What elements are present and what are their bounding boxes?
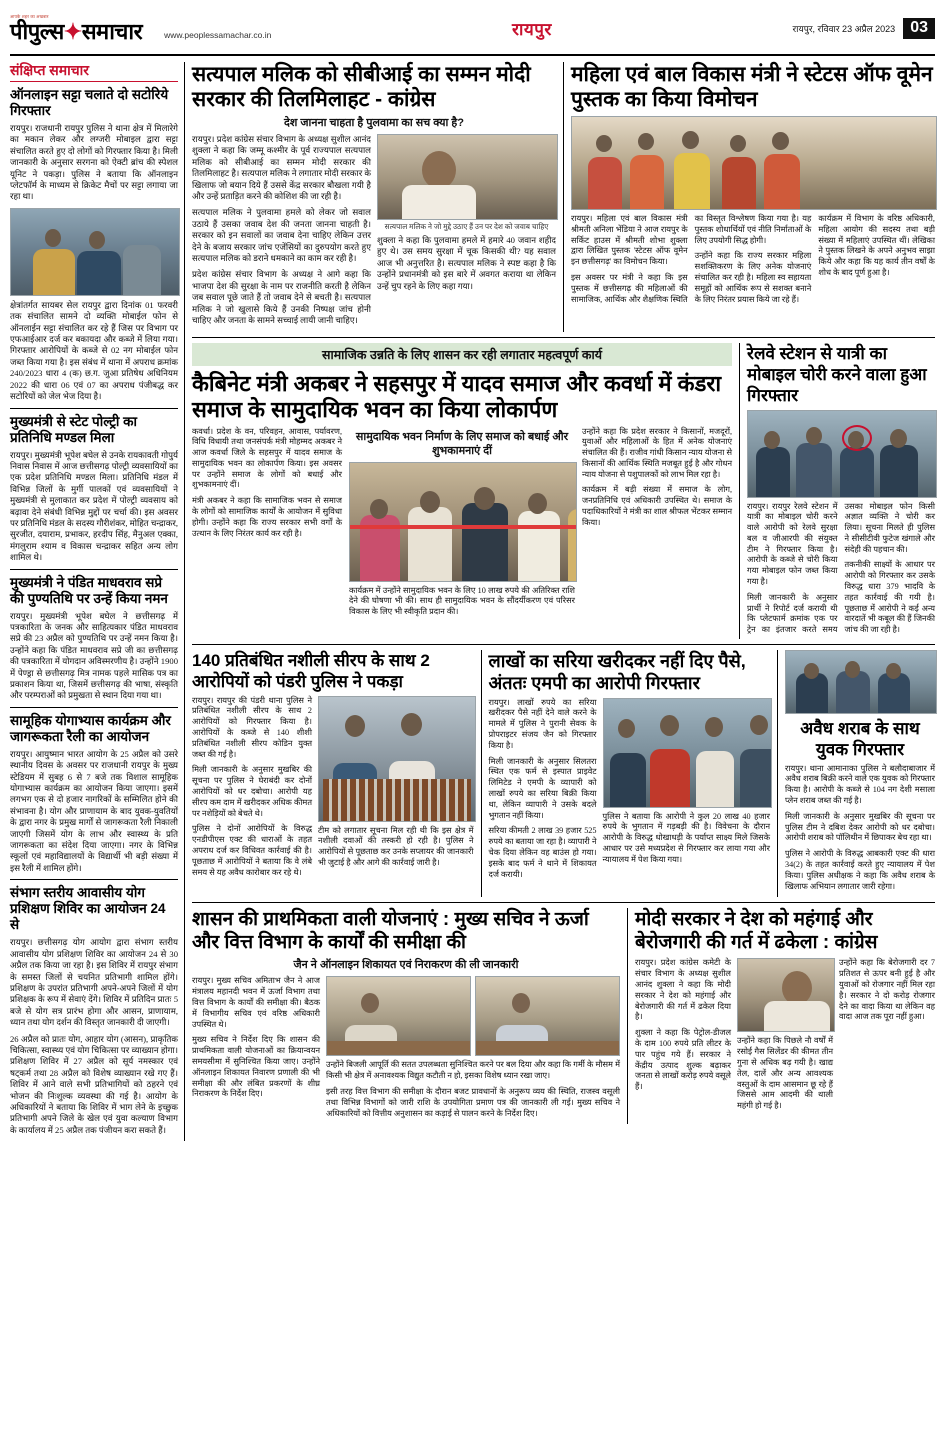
divider-top <box>192 337 935 338</box>
para-modi-3: शुक्ला ने कहा कि पेट्रोल-डीजल के दाम 100 रुपये प्रति लीटर के पार पहुंच गये हैं। सरकार ने केंद्रीय उत्पाद शुल्क बढ़ाकर जनता से लाखों करोड़ रुपये वसूले हैं। <box>635 1028 731 1092</box>
publication-logo[interactable] <box>10 14 142 43</box>
brief-item-body-3: रायपुर। मुख्यमंत्री भूपेश बघेल ने छत्तीसगढ़ में पत्रकारिता के जनक और साहित्यकार पंडित माधवराव सप्रे की 23 अप्रैल को पुण्यतिथि पर उन्हें नमन किया है। उन्होंने कहा कि पंडित माधवराव सप्रे जी का छत्तीसगढ़ की पत्रकारिता में योगदान अविस्मरणीय है। उन्होंने 1900 में पेण्ड्रा से छत्तीसगढ़ मित्र नामक पहले मासिक पत्र का प्रकाशन किया था, जिसमें छत्तीसगढ़ की भाषा, संस्कृति और परम्पराओं को प्रमुखता से स्थान दिया गया था। <box>10 610 178 701</box>
story-satyapal-malik <box>192 62 564 332</box>
para-shasan-4: इसी तरह वित्त विभाग की समीक्षा के दौरान बजट प्रावधानों के अनुरूप व्यय की स्थिति, राजस्व वसूली तथा विभिन्न विभागों को जारी राशि के उपयोगिता प्रमाण पत्र की जानकारी ली गई। मुख्य सचिव ने अधिकारियों को वित्तीय अनुशासन का कड़ाई से पालन करने के निर्देश दिए। <box>326 1086 620 1118</box>
para-railway-2: मिली जानकारी के अनुसार प्रार्थी ने रिपोर्ट दर्ज करायी थी कि प्लेटफार्म क्रमांक एक पर ट्रेन का इंतजार करते समय उसका मोबाइल फोन किसी अज्ञात व्यक्ति ने चोरी कर लिया। सूचना मिलते ही पुलिस ने सीसीटीवी फुटेज खंगाले और संदेही की पहचान की। <box>747 501 935 635</box>
brief-item-body-1: रायपुर। राजधानी रायपुर पुलिस ने थाना क्षेत्र में मिलारेगे का मकान लेकर और लग्जरी मोबाइल द्वारा सट्टा संचालित करते हुए दो लोगों को गिरफ्तार किया है। मिली जानकारी के अनुसार सरगना को ऐक्टी ब्रांच की स्पेशल यूनिट ने पकड़ा। पुलिस ने बताया कि ऑनलाइन प्लेटफॉर्म के माध्यम से क्रिकेट मैचों पर सट्टा लगाया जा रहा था। <box>10 123 178 202</box>
story-railway-mobile-theft <box>740 343 935 639</box>
para-mahila-1: रायपुर। महिला एवं बाल विकास मंत्री श्रीमती अनिला भेंडिया ने आज रायपुर के सर्किट हाउस में श्रीमती शोभा शुक्ला द्वारा लिखित पुस्तक 'स्टेटस ऑफ वूमेन इन छत्तीसगढ़' का विमोचन किया। <box>571 214 688 267</box>
para-mahila-3: उन्होंने कहा कि राज्य सरकार महिला सशक्तिकरण के लिए अनेक योजनाएं संचालित कर रही है। महिला स्व सहायता समूहों को आर्थिक रूप से सशक्त बनाने के लिए निरंतर प्रयास किये जा रहे हैं। <box>694 251 812 304</box>
subhead-shasan: जैन ने ऑनलाइन शिकायत एवं निराकरण की ली जानकारी <box>293 959 519 972</box>
masthead-tagline: आपके शहर का अखबार <box>10 13 49 19</box>
para-sariya-2: मिली जानकारी के अनुसार सिलतरा स्थित एक फर्म से इस्पात प्राइवेट लिमिटेड ने एमपी के व्यापारी को लाखों रुपये का सरिया बिक्री किया था, लेकिन व्यापारी ने उसके बदले भुगतान नहीं किया। <box>488 756 597 820</box>
photo-ribbon-cutting <box>349 462 577 582</box>
para-cabinet-5: कार्यक्रम में बड़ी संख्या में समाज के लोग, जनप्रतिनिधि एवं अधिकारी उपस्थित थे। समाज के पदाधिकारियों ने मंत्री का शाल श्रीफल भेंटकर सम्मान किया। <box>582 485 732 527</box>
story-cabinet-minister <box>192 343 740 639</box>
headline-shasan[interactable]: शासन की प्राथमिकता वाली योजनाएं : मुख्य सचिव ने ऊर्जा और वित्त विभाग के कार्यों की समीक्षा की <box>192 909 589 954</box>
divider-second <box>192 644 935 645</box>
headline-sharab[interactable]: अवैध शराब के साथ युवक गिरफ्तार <box>800 718 920 759</box>
section-title-brief-news: संक्षिप्त समाचार <box>10 62 178 82</box>
para-cabinet-2: मंत्री अकबर ने कहा कि सामाजिक भवन से समाज के लोगों को सामाजिक कार्यों के आयोजन में सुविधा होगी। उन्होंने कहा कि राज्य सरकार सभी वर्गों के उत्थान के लिए निरंतर कार्य कर रही है। <box>192 496 342 538</box>
photo-meeting-1 <box>326 976 471 1056</box>
divider <box>10 879 178 880</box>
para-railway-3: तकनीकी साक्ष्यों के आधार पर आरोपी को गिरफ्तार कर उसके विरुद्ध धारा 379 भादवि के तहत कार्रवाई की गयी है। पूछताछ में आरोपी ने कई अन्य वारदातें भी कबूल की हैं जिनकी जांच की जा रही है। <box>844 560 935 635</box>
para-shasan-2: मुख्य सचिव ने निर्देश दिए कि शासन की प्राथमिकता वाली योजनाओं का क्रियान्वयन समयसीमा में सुनिश्चित किया जाए। उन्होंने ऑनलाइन शिकायत निवारण प्रणाली की भी समीक्षा की और लंबित प्रकरणों के शीघ्र निराकरण के निर्देश दिए। <box>192 1035 320 1099</box>
para-sariya-4: पुलिस ने बताया कि आरोपी ने कुल 20 लाख 40 हजार रुपये के भुगतान में गड़बड़ी की है। विवेचना के दौरान आरोपी के विरुद्ध धोखाधड़ी के पर्याप्त साक्ष्य मिले जिसके आधार पर उसे मध्यप्रदेश से गिरफ्तार कर लाया गया और न्यायालय में पेश किया गया। <box>602 811 770 864</box>
kicker-cabinet: सामाजिक उन्नति के लिए शासन कर रही लगातार महत्वपूर्ण कार्य <box>192 343 732 366</box>
headline-mahila[interactable]: महिला एवं बाल विकास मंत्री ने स्टेटस ऑफ वूमेन पुस्तक का किया विमोचन <box>571 63 933 111</box>
masthead-left <box>10 14 271 43</box>
headline-nashili[interactable]: 140 प्रतिबंधित नशीली सीरप के साथ 2 आरोपियों को पंडरी पुलिस ने पकड़ा <box>192 650 430 691</box>
para-sharab-1: रायपुर। थाना आमानाका पुलिस ने बलौदाबाजार में अवैध शराब बिक्री करने वाले एक युवक को गिरफ्तार किया है। आरोपी के कब्जे से 104 नग देशी मसाला प्लेन शराब जब्त की गई है। <box>785 763 935 805</box>
brief-item-headline-4[interactable]: सामूहिक योगाभ्यास कार्यक्रम और जागरूकता रैली का आयोजन <box>10 712 171 744</box>
story-avaidh-sharab <box>778 650 935 898</box>
brief-item-body-1b: क्षेत्रांतर्गत सायबर सेल रायपुर द्वारा दिनांक 01 फरवरी तक संचालित सामने दो व्यक्ति मोबाईल फोन से ऑनलाईन सट्टा संचालित कर रहे हैं जिस पर विभाग पर एफआईआर दर्ज कर बकायदा और कब्जे में लिया गया। गिरफ्तार आरोपियों के कब्जे से 02 नग मोबाईल फोन जब्त किया गया है। इस संबंध में थाना में अपराध क्रमांक 240/2023 धारा 4 (क) छ.ग. जुआ प्रतिषेध अधिनियम 2022 की धारा 06 एवं 07 का अपराध पंजीबद्ध कर सटोरियों को जेल भेज दिया है। <box>10 299 178 402</box>
para-modi-1: रायपुर। प्रदेश कांग्रेस कमेटी के संचार विभाग के अध्यक्ष सुशील आनंद शुक्ला ने कहा कि मोदी सरकार ने देश को महंगाई और बेरोजगारी की गर्त में ढकेल दिया है। <box>635 958 731 1022</box>
para-sharab-3: पुलिस ने आरोपी के विरुद्ध आबकारी एक्ट की धारा 34(2) के तहत कार्रवाई करते हुए न्यायालय में पेश किया। पुलिस अधीक्षक ने कहा कि अवैध शराब के खिलाफ अभियान लगातार जारी रहेगा। <box>785 849 935 891</box>
photo-railway-arrest <box>747 410 937 498</box>
divider-third <box>192 902 935 903</box>
para-sharab-2: मिली जानकारी के अनुसार मुखबिर की सूचना पर पुलिस टीम ने दबिश देकर आरोपी को धर दबोचा। आरोपी शराब को पॉलिथीन में छिपाकर बेच रहा था। <box>785 811 935 843</box>
divider <box>10 569 178 570</box>
brief-item-body-5: रायपुर। छत्तीसगढ़ योग आयोग द्वारा संभाग स्तरीय आवासीय योग प्रशिक्षण शिविर का आयोजन 24 से 30 अप्रैल तक किया जा रहा है। इस शिविर में रायपुर संभाग के समस्त जिलों से चयनित प्रतिभागी शामिल होंगे। प्रशिक्षण के उपरांत प्रतिभागी अपने-अपने जिलों में योग प्रशिक्षक के रूप में सेवाएं देंगे। शिविर में प्रतिदिन प्रातः 5 बजे से योग सत्र प्रारंभ होगा और आसन, प्राणायाम, ध्यान तथा योग दर्शन की विस्तृत जानकारी दी जाएगी। <box>10 937 178 1028</box>
top-row <box>192 62 935 332</box>
para-modi-4: उन्होंने कहा कि बेरोजगारी दर 7 प्रतिशत से ऊपर बनी हुई है और युवाओं को रोजगार नहीं मिल रहा है। सरकार ने दो करोड़ रोजगार देने का वादा किया था लेकिन वह वादा आज तक पूरा नहीं हुआ। <box>839 958 935 1022</box>
photo-meeting-2 <box>475 976 620 1056</box>
brief-item-body-6: 26 अप्रैल को प्रातः योग, आहार योग (आसन), प्राकृतिक चिकित्सा, स्वास्थ्य एवं योग चिकित्सा पर व्याख्यान होगा। प्रशिक्षण शिविर में 27 अप्रैल को सूर्य नमस्कार एवं षट्कर्म तथा 28 अप्रैल को विशेष व्याख्यान रखे गए हैं। शिविर में आने वाले सभी प्रतिभागियों को ठहरने एवं भोजन की निःशुल्क व्यवस्था की गई है। आयोग के अधिकारियों ने बताया कि शिविर में भाग लेने के इच्छुक प्रतिभागी अपने जिले के खेल एवं युवा कल्याण विभाग के कार्यालय में 25 अप्रैल तक पंजीयन करा सकते हैं। <box>10 1033 178 1135</box>
photo-book-launch <box>571 116 937 210</box>
para-modi-2: उन्होंने कहा कि पिछले नौ वर्षों में रसोई गैस सिलेंडर की कीमत तीन गुना से अधिक बढ़ गयी है। खाद्य तेल, दालें और अन्य आवश्यक वस्तुओं के दाम आसमान छू रहे हैं जिससे आम आदमी की थाली महंगी हो गई है। <box>737 1036 833 1111</box>
website-url[interactable]: www.peoplessamachar.co.in <box>164 29 272 40</box>
photo-sariya-arrest <box>603 698 773 808</box>
story-modi-mehangai <box>628 908 935 1124</box>
fourth-row <box>192 908 935 1124</box>
para-nashili-1: रायपुर। रायपुर की पंडरी थाना पुलिस ने प्रतिबंधित नशीली सीरप के साथ 2 आरोपियों को गिरफ्तार किया है। आरोपियों के कब्जे से 140 शीशी प्रतिबंधित नशीली सीरप कोडिन युक्त जब्त की गई है। <box>192 695 312 759</box>
brief-item-headline-2[interactable]: मुख्यमंत्री से स्टेट पोल्ट्री का प्रतिनिधि मण्डल मिला <box>10 413 138 445</box>
headline-modi[interactable]: मोदी सरकार ने देश को महंगाई और बेरोजगारी की गर्त में ढकेला : कांग्रेस <box>635 909 878 954</box>
story-mahila-bal-vikas <box>564 62 935 332</box>
para-cabinet-1: कवर्धा। प्रदेश के वन, परिवहन, आवास, पर्यावरण, विधि विधायी तथा जनसंपर्क मंत्री मोहम्मद अकबर ने आज कवर्धा जिले के सहसपुर में यादव समाज के सामुदायिक भवन का लोकार्पण किया। इस अवसर पर उन्होंने समाज के लोगों को बधाई और शुभकामनाएं दीं। <box>192 426 342 490</box>
para-sariya-1: रायपुर। लाखों रुपये का सरिया खरीदकर पैसे नहीं देने वाले करने के मामले में पुलिस ने पुरानी सेवक के प्रोपराइटर संजय जैन को गिरफ्तार किया है। <box>488 697 597 750</box>
brief-item-headline-1[interactable]: ऑनलाइन सट्टा चलाते दो सटोरिये गिरफ्तार <box>10 87 169 118</box>
story-shasan-samiksha <box>192 908 628 1124</box>
headline-railway[interactable]: रेलवे स्टेशन से यात्री का मोबाइल चोरी करने वाला हुआ गिरफ्तार <box>747 343 927 405</box>
masthead <box>10 6 935 56</box>
para-mahila-2: इस अवसर पर मंत्री ने कहा कि इस पुस्तक में छत्तीसगढ़ की महिलाओं की सामाजिक, आर्थिक और शैक्षणिक स्थिति का विस्तृत विश्लेषण किया गया है। यह पुस्तक शोधार्थियों एवं नीति निर्माताओं के लिए उपयोगी सिद्ध होगी। <box>571 214 812 304</box>
photo-satyapal-malik <box>377 134 558 220</box>
para-cabinet-4: उन्होंने कहा कि प्रदेश सरकार ने किसानों, मजदूरों, युवाओं और महिलाओं के हित में अनेक योजनाएं संचालित की हैं। राजीव गांधी किसान न्याय योजना से किसानों की आर्थिक स्थिति मजबूत हुई है और गोधन न्याय योजना से पशुपालकों को लाभ मिल रहा है। <box>582 426 732 479</box>
brief-news-column <box>10 62 185 1141</box>
story-sariya-fraud <box>482 650 779 898</box>
divider <box>10 408 178 409</box>
brief-item-body-4: रायपुर। आयुष्मान भारत आयोग के 25 अप्रैल को उसरे स्थानीय दिवस के अवसर पर राजधानी रायपुर के मुख्य स्टेडियम में सुबह 6 से 7 बजे तक विशाल सामूहिक योगाभ्यास कार्यक्रम का आयोजन किया जाएगा। इसमें लगभग एक से दो हजार नागरिकों के सम्मिलित होने की संभावना है। योग और प्राणायाम के बाद युवक-युवतियों के द्वारा नगर के प्रमुख मार्गों से जागरूकता रैली निकाली जाएगी जिसमें योग के लाभ और स्वास्थ्य के प्रति जागरूकता का संदेश दिया जाएगा। नगर के विभिन्न स्कूलों एवं महाविद्यालयों के विद्यार्थी भी बड़ी संख्या में इस रैली में शामिल होंगे। <box>10 748 178 873</box>
para-shasan-3: उन्होंने बिजली आपूर्ति की सतत उपलब्धता सुनिश्चित करने पर बल दिया और कहा कि गर्मी के मौसम में किसी भी क्षेत्र में अनावश्यक विद्युत कटौती न हो, इसका विशेष ध्यान रखा जाए। <box>326 1060 620 1081</box>
headline-cabinet[interactable]: कैबिनेट मंत्री अकबर ने सहसपुर में यादव समाज और कवर्धा में कंडरा समाज के सामुदायिक भवन का किया लोकार्पण <box>192 370 722 422</box>
para-nashili-4: टीम को लगातार सूचना मिल रही थी कि इस क्षेत्र में नशीली दवाओं की तस्करी हो रही है। पुलिस ने आरोपियों से पूछताछ कर उनके सप्लायर की जानकारी भी जुटाई है और आगे की कार्रवाई जारी है। <box>318 825 474 867</box>
headline-sariya[interactable]: लाखों का सरिया खरीदकर नहीं दिए पैसे, अंततः एमपी का आरोपी गिरफ्तार <box>488 650 746 693</box>
para-cabinet-3: कार्यक्रम में उन्होंने सामुदायिक भवन के लिए 10 लाख रुपये की अतिरिक्त राशि देने की घोषणा भी की। साथ ही सामुदायिक भवन के सौंदर्यीकरण एवं परिसर विकास के लिए भी स्वीकृति प्रदान की। <box>349 585 575 617</box>
edition-city: रायपुर <box>512 19 552 39</box>
date-line: रायपुर, रविवार 23 अप्रैल 2023 <box>792 23 896 34</box>
brief-item-headline-3[interactable]: मुख्यमंत्री ने पंडित माधवराव सप्रे की पुण्यतिथि पर उन्हें किया नमन <box>10 574 168 606</box>
para-satyapal-2: सत्यपाल मलिक ने पुलवामा हमले को लेकर जो सवाल उठाये हैं उसका जवाब देश की जनता जानना चाहती है। सरकार को इन सवालों का जवाब देना चाहिए लेकिन उत्तर देने के बजाय सरकार जांच एजेंसियों का दुरुपयोग करते हुए सत्यपाल मलिक को डराने धमकाने का काम कर रही है। <box>192 207 371 264</box>
brief-item-headline-5[interactable]: संभाग स्तरीय आवासीय योग प्रशिक्षण शिविर का आयोजन 24 से <box>10 885 166 933</box>
photo-seized-syrup <box>318 696 476 822</box>
photo-two-men-police <box>10 208 180 296</box>
logo-text: पीपुल्स✦समाचार <box>10 18 143 44</box>
second-row <box>192 343 935 639</box>
caption-satyapal: सत्यपाल मलिक ने जो मुद्दे उठाए हैं उन पर देश को जवाब चाहिए <box>384 222 549 231</box>
para-satyapal-4: प्रदेश कांग्रेस संचार विभाग के अध्यक्ष ने आगे कहा कि भाजपा देश की सुरक्षा के नाम पर राजनीति करती है लेकिन जब सवाल पूछे जाते हैं तो जवाब देने से बचती है। सत्यपाल मलिक ने जो खुलासे किये हैं उनकी निष्पक्ष जांच होनी चाहिए और जनता के सामने सच्चाई लायी जानी चाहिए। <box>192 269 371 326</box>
subhead-satyapal: देश जानना चाहता है पुलवामा का सच क्या है? <box>284 117 464 129</box>
para-satyapal-1: रायपुर। प्रदेश कांग्रेस संचार विभाग के अध्यक्ष सुशील आनंद शुक्ला ने कहा कि जम्मू कश्मीर के पूर्व राज्यपाल सत्यपाल मलिक को सीबीआई का सम्मन मोदी सरकार की तिलमिलाहट है। सत्यपाल मलिक ने लगातार मोदी सरकार के खिलाफ जो बयान दिये हैं उससे केंद्र सरकार बौखला गयी है और उन्हें प्रताड़ित करने की कोशिश की जा रही है। <box>192 134 371 202</box>
divider <box>10 707 178 708</box>
headline-satyapal[interactable]: सत्यपाल मलिक को सीबीआई का सम्मन मोदी सरकार की तिलमिलाहट - कांग्रेस <box>192 63 531 111</box>
photo-congress-spokesperson <box>737 958 835 1032</box>
main-content-area <box>185 62 935 1141</box>
subhead-cabinet: सामुदायिक भवन निर्माण के लिए समाज को बधाई और शुभकामनाएं दीं <box>355 430 569 457</box>
page-number: 03 <box>903 18 935 39</box>
brief-item-body-2: रायपुर। मुख्यमंत्री भूपेश बघेल से उनके रायकावती गोपुर्य निवास निवास में आज छत्तीसगढ़ पोल्ट्री व्यवसायियों का एक प्रदेश प्रतिनिधि मण्डल मिला। प्रतिनिधि मंडल में विभिन्न जिलों के मुर्गी पालकों एवं व्यवसायियों ने मुख्यमंत्री से मुलाकात कर प्रदेश में पोल्ट्री व्यवसाय को बढ़ावा देने संबंधी विभिन्न मुद्दों पर चर्चा की। इस अवसर पर प्रतिनिधि मंडल के सदस्य गौरीशंकर, मोहित चन्द्राकर, सुरजीत, दयाराम, प्रभाकर, हरदीप सिंह, मैनुअल एक्का, मंगलुराम श्याम व विकास चन्द्राकर सहित अन्य लोग शामिल थे। <box>10 449 178 563</box>
para-nashili-2: मिली जानकारी के अनुसार मुखबिर की सूचना पर पुलिस ने घेराबंदी कर दोनों आरोपियों को धर दबोचा। आरोपी यह सीरप कम दाम में खरीदकर अधिक कीमत पर नशेड़ियों को बेचते थे। <box>192 765 312 818</box>
story-nashili-sirap <box>192 650 482 898</box>
para-mahila-4: कार्यक्रम में विभाग के वरिष्ठ अधिकारी, महिला आयोग की सदस्य तथा बड़ी संख्या में महिलाएं उपस्थित थीं। लेखिका ने पुस्तक लिखने के अपने अनुभव साझा किये और कहा कि यह कार्य तीन वर्षों के शोध के बाद पूर्ण हुआ है। <box>818 214 935 277</box>
para-sariya-3: सरिया कीमती 2 लाख 39 हजार 525 रुपये का बताया जा रहा है। व्यापारी ने चेक दिया लेकिन वह बाउंस हो गया। इसके बाद फर्म ने थाने में शिकायत दर्ज करायी। <box>488 826 597 879</box>
para-railway-1: रायपुर। रायपुर रेलवे स्टेशन में यात्री का मोबाइल चोरी करने वाले आरोपी को रेलवे सुरक्षा बल व जीआरपी की संयुक्त टीम ने गिरफ्तार किया है। आरोपी के कब्जे से चोरी किया गया मोबाइल फोन जब्त किया गया है। <box>747 501 838 587</box>
third-row <box>192 650 935 898</box>
para-nashili-3: पुलिस ने दोनों आरोपियों के विरुद्ध एनडीपीएस एक्ट की धाराओं के तहत अपराध दर्ज कर विधिवत कार्रवाई की है। पूछताछ में आरोपियों ने बताया कि वे लंबे समय से यह अवैध कारोबार कर रहे थे। <box>192 824 312 877</box>
para-shasan-1: रायपुर। मुख्य सचिव अमिताभ जैन ने आज मंत्रालय महानदी भवन में ऊर्जा विभाग तथा वित्त विभाग के कार्यों की समीक्षा की। बैठक में विभागीय सचिव एवं वरिष्ठ अधिकारी उपस्थित थे। <box>192 976 320 1029</box>
masthead-right <box>793 18 936 39</box>
photo-sharab-arrest <box>785 650 937 714</box>
para-satyapal-3: शुक्ला ने कहा कि पुलवामा हमले में हमारे 40 जवान शहीद हुए थे। उस समय सुरक्षा में चूक किसकी थी? यह सवाल आज भी अनुत्तरित है। सत्यपाल मलिक ने स्पष्ट कहा है कि उन्होंने प्रधानमंत्री को इस बारे में अवगत कराया था लेकिन उन्हें चुप रहने के लिए कहा गया। <box>377 235 556 291</box>
highlight-circle-icon <box>842 425 872 451</box>
